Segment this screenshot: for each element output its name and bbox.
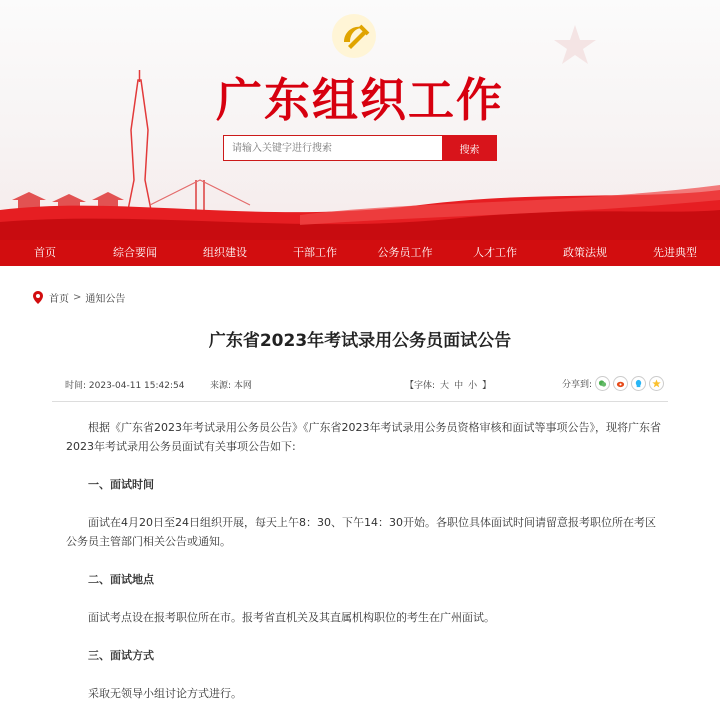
nav-item-civil-servant[interactable]: 公务员工作 [377,246,433,259]
article-body [66,418,666,703]
section-body-location: 面试考点设在报考职位所在市。报考省直机关及其直属机构职位的考生在广州面试。 [88,611,495,624]
search-input[interactable] [223,135,443,161]
font-size-medium[interactable]: 中 [454,381,464,391]
font-size-small[interactable]: 小 [468,381,478,391]
nav-item-models[interactable]: 先进典型 [653,246,697,259]
nav-item-home[interactable]: 首页 [34,246,56,259]
section-body-method: 采取无领导小组讨论方式进行。 [88,687,242,700]
wechat-icon[interactable] [595,376,610,391]
main-nav [0,240,720,266]
party-emblem-icon [330,12,378,60]
nav-item-news[interactable]: 综合要闻 [113,246,157,259]
qzone-icon[interactable] [649,376,664,391]
nav-item-cadre[interactable]: 干部工作 [293,246,337,259]
share-label: 分享到: [562,380,593,390]
nav-item-organization[interactable]: 组织建设 [203,246,247,259]
share-bar [562,376,664,391]
location-pin-icon [33,291,43,304]
nav-item-policy[interactable]: 政策法规 [563,246,607,259]
nav-item-talent[interactable]: 人才工作 [473,246,517,259]
qq-icon[interactable] [631,376,646,391]
font-size-close: 】 [482,381,492,391]
search-button[interactable]: 搜索 [442,135,497,161]
breadcrumb-current[interactable]: 通知公告 [85,294,126,305]
meta-divider [52,401,668,402]
article-source: 来源: 本网 [210,381,252,391]
section-body-time: 面试在4月20日至24日组织开展，每天上午8：30、下午14：30开始。各职位具体面试时间请留意报考职位所在考区公务员主管部门相关公告或通知。 [66,516,656,548]
section-heading-method: 三、面试方式 [88,649,154,662]
weibo-icon[interactable] [613,376,628,391]
font-size-large[interactable]: 大 [440,381,450,391]
site-title: 广东组织工作 [216,73,504,127]
section-heading-location: 二、面试地点 [88,573,154,586]
breadcrumb [33,290,125,305]
font-size-control [405,378,491,391]
article-title: 广东省2023年考试录用公务员面试公告 [208,331,512,351]
publish-time: 时间: 2023-04-11 15:42:54 [65,381,185,391]
header-banner [0,0,720,240]
font-size-label: 【字体: [405,381,436,391]
breadcrumb-separator: > [73,292,82,303]
intro-paragraph: 根据《广东省2023年考试录用公务员公告》《广东省2023年考试录用公务员资格审核和面试等事项公告》，现将广东省2023年考试录用公务员面试有关事项公告如下: [66,421,661,453]
section-heading-time: 一、面试时间 [88,478,154,491]
breadcrumb-home[interactable]: 首页 [49,294,69,305]
